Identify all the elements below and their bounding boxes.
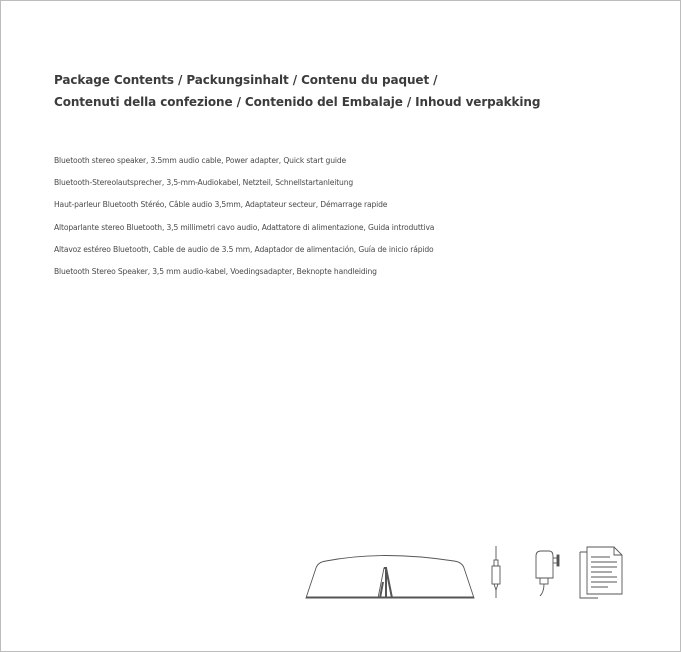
contents-german: Bluetooth-Stereolautsprecher, 3,5-mm-Audiokabel, Netzteil, Schnellstartanleitung — [54, 178, 354, 188]
contents-italian: Altoparlante stereo Bluetooth, 3,5 millimetri cavo audio, Adattatore di alimentazione, Guida introduttiva — [54, 222, 435, 232]
quick-start-guide-icon — [580, 547, 622, 598]
contents-spanish: Altavoz estéreo Bluetooth, Cable de audio de 3.5 mm, Adaptador de alimentación, Guía de inicio rápido — [54, 244, 434, 254]
power-adapter-icon — [536, 551, 559, 596]
heading-line-2: Contenuti della confezione / Contenido del Embalaje / Inhoud verpakking — [54, 95, 541, 109]
package-items-illustration — [300, 540, 630, 610]
heading-line-1: Package Contents / Packungsinhalt / Contenu du paquet / — [54, 73, 438, 87]
package-contents-heading — [54, 69, 540, 113]
speaker-icon — [306, 556, 474, 599]
contents-english: Bluetooth stereo speaker, 3.5mm audio cable, Power adapter, Quick start guide — [54, 156, 347, 165]
contents-french: Haut-parleur Bluetooth Stéréo, Câble audio 3,5mm, Adaptateur secteur, Démarrage rapide — [54, 200, 388, 210]
package-contents-list — [54, 150, 434, 283]
contents-dutch: Bluetooth Stereo Speaker, 3,5 mm audio-kabel, Voedingsadapter, Beknopte handleiding — [54, 267, 377, 277]
audio-cable-icon — [492, 546, 500, 598]
